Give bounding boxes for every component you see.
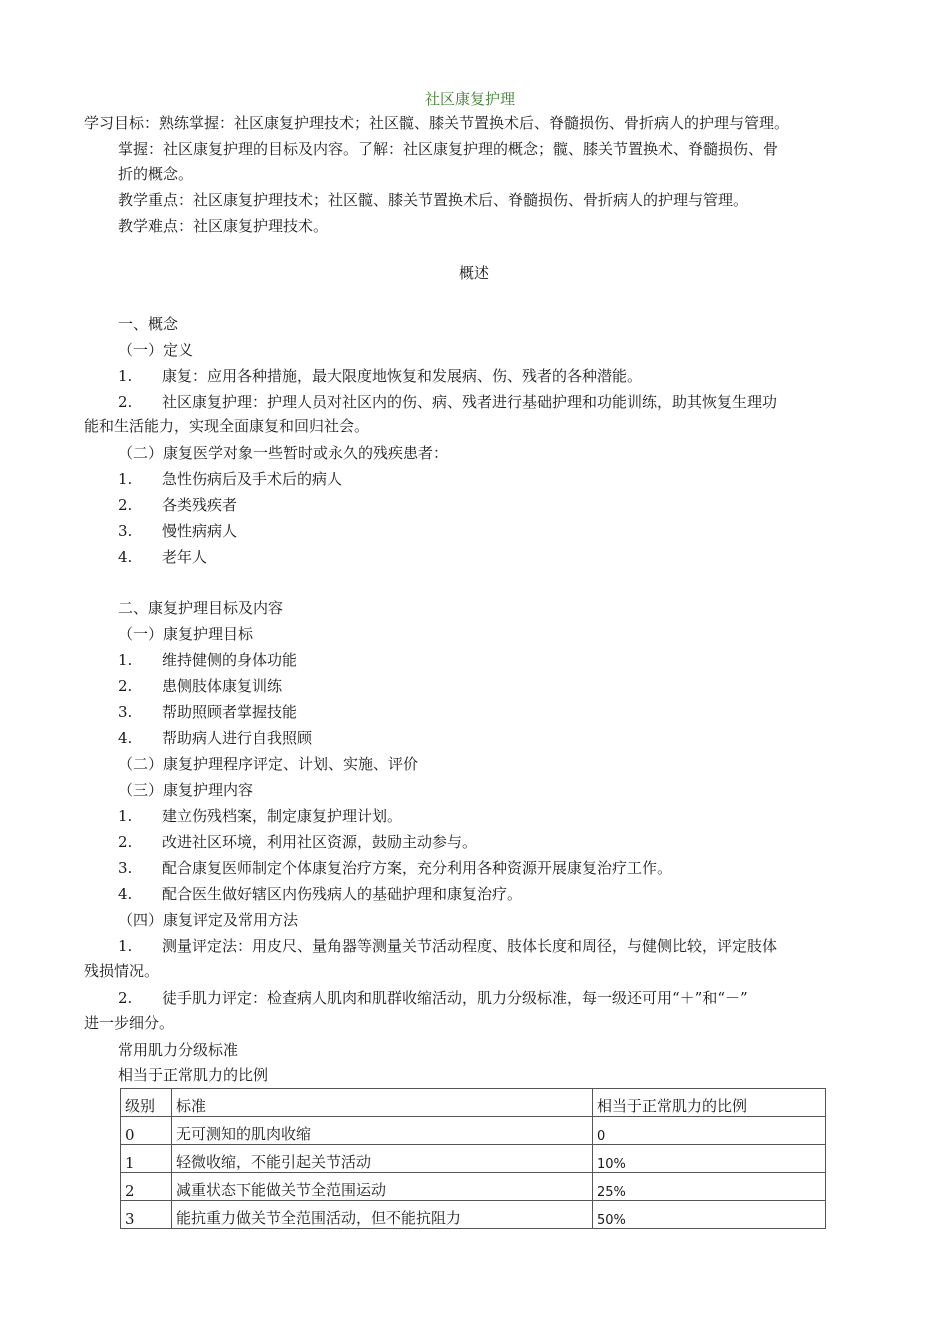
def2-text-cont: 能和生活能力，实现全面康复和回归社会。 [84,417,370,435]
list-item: 配合康复医师制定个体康复治疗方案，充分利用各种资源开展康复治疗工作。 [162,859,673,877]
list-item: 帮助照顾者掌握技能 [162,703,298,721]
list-item-num: 1. [118,470,133,488]
table-cell: 2 [121,1173,172,1201]
section2-sub4: （四）康复评定及常用方法 [118,911,299,929]
list-item: 急性伤病后及手术后的病人 [162,470,343,488]
section1-sub2: （二）康复医学对象一些暂时或永久的残疾患者： [118,444,449,462]
list-item: 配合医生做好辖区内伤残病人的基础护理和康复治疗。 [162,885,523,903]
list-item: 慢性病病人 [162,522,238,540]
doc-title: 社区康复护理 [425,90,516,108]
list-item: 帮助病人进行自我照顾 [162,729,313,747]
list-item-num: 4. [118,729,133,747]
list-item: 改进社区环境，利用社区资源，鼓励主动参与。 [162,833,478,851]
list-item-num: 1. [118,651,133,669]
list-item-num: 2. [118,496,133,514]
mastery-line: 掌握：社区康复护理的目标及内容。了解：社区康复护理的概念；髋、膝关节置换术、脊髓损伤、骨 [118,140,779,158]
section2-sub1: （一）康复护理目标 [118,625,254,643]
teaching-difficulty: 教学难点：社区康复护理技术。 [118,217,329,235]
table-header-cell: 级别 [121,1089,172,1117]
table-cell: 25% [593,1173,826,1201]
table-row [121,1145,826,1173]
list-item: 各类残疾者 [162,496,238,514]
overview-heading: 概述 [459,264,490,282]
mastery-line-cont: 折的概念。 [118,165,194,183]
list-item-num: 2. [118,677,133,695]
section1-heading: 一、概念 [118,315,179,333]
def1-text: 康复：应用各种措施，最大限度地恢复和发展病、伤、残者的各种潜能。 [162,367,643,385]
list-item-num: 1. [118,807,133,825]
method1-num: 1. [118,937,133,955]
table-cell: 3 [121,1201,172,1229]
table-cell: 轻微收缩，不能引起关节活动 [172,1145,593,1173]
table-caption: 常用肌力分级标准 [118,1041,239,1059]
section2-sub2: （二）康复护理程序评定、计划、实施、评价 [118,755,419,773]
section2-sub3: （三）康复护理内容 [118,781,254,799]
method1-text: 测量评定法：用皮尺、量角器等测量关节活动程度、肢体长度和周径，与健侧比较，评定肢体 [162,937,778,955]
list-item: 患侧肢体康复训练 [162,677,283,695]
list-item-num: 3. [118,859,133,877]
method2-num: 2. [118,989,133,1007]
method2-text: 徒手肌力评定：检查病人肌肉和肌群收缩活动，肌力分级标准，每一级还可用“＋”和“－” [162,989,748,1007]
list-item: 维持健侧的身体功能 [162,651,298,669]
list-item-num: 2. [118,833,133,851]
table-cell: 无可测知的肌肉收缩 [172,1117,593,1145]
section2-heading: 二、康复护理目标及内容 [118,599,284,617]
list-item-num: 4. [118,548,133,566]
table-header-cell: 相当于正常肌力的比例 [593,1089,826,1117]
table-row [121,1173,826,1201]
table-cell: 0 [121,1117,172,1145]
def2-text: 社区康复护理：护理人员对社区内的伤、病、残者进行基础护理和功能训练，助其恢复生理功 [162,393,778,411]
table-subcaption: 相当于正常肌力的比例 [118,1066,269,1084]
table-row [121,1117,826,1145]
table-cell: 减重状态下能做关节全范围运动 [172,1173,593,1201]
learning-goals-line: 学习目标：熟练掌握：社区康复护理技术；社区髋、膝关节置换术后、脊髓损伤、骨折病人的护理与管理。 [84,114,790,132]
table-cell: 1 [121,1145,172,1173]
teaching-focus: 教学重点：社区康复护理技术；社区髋、膝关节置换术后、脊髓损伤、骨折病人的护理与管理。 [118,191,749,209]
method2-text-cont: 进一步细分。 [84,1014,175,1032]
list-item-num: 3. [118,522,133,540]
list-item-num: 3. [118,703,133,721]
table-header-cell: 标准 [172,1089,593,1117]
table-row [121,1201,826,1229]
def2-num: 2. [118,393,133,411]
list-item-num: 4. [118,885,133,903]
table-cell: 50% [593,1201,826,1229]
list-item: 建立伤残档案，制定康复护理计划。 [162,807,403,825]
method1-text-cont: 残损情况。 [84,962,160,980]
table-cell: 能抗重力做关节全范围活动，但不能抗阻力 [172,1201,593,1229]
section1-sub1: （一）定义 [118,341,194,359]
def1-num: 1. [118,367,133,385]
list-item: 老年人 [162,548,208,566]
table-header-row [121,1089,826,1117]
table-cell: 0 [593,1117,826,1145]
table-cell: 10% [593,1145,826,1173]
muscle-grade-table [120,1088,826,1229]
